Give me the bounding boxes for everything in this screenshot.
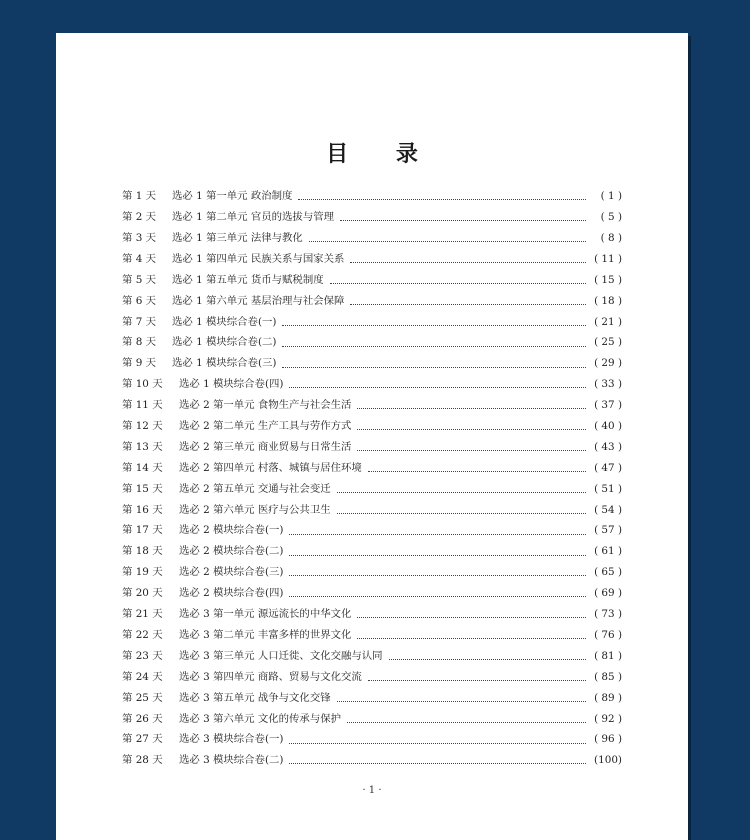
toc-leader-dots [368, 470, 586, 472]
toc-row [122, 583, 622, 604]
toc-page-number: (100) [594, 754, 622, 767]
page-number-footer: · 1 · [362, 785, 382, 796]
toc-entry-title: 选必 2 模块综合卷(二) [179, 545, 284, 558]
toc-page-number: ( 40 ) [594, 420, 622, 433]
toc-entry-title: 选必 1 第二单元 官员的选拔与管理 [172, 211, 334, 224]
toc-page-number: ( 65 ) [594, 566, 622, 579]
toc-leader-dots [357, 449, 586, 451]
toc-page-number: ( 54 ) [594, 503, 622, 516]
toc-row [122, 332, 622, 353]
toc-day: 第 17 天 [122, 524, 163, 537]
toc-day: 第 1 天 [122, 190, 156, 203]
toc-day: 第 13 天 [122, 440, 163, 453]
toc-entry-title: 选必 2 模块综合卷(三) [179, 566, 284, 579]
toc-day: 第 3 天 [122, 232, 156, 245]
toc-leader-dots [357, 428, 586, 430]
toc-entry-title: 选必 1 模块综合卷(四) [179, 378, 284, 391]
toc-day: 第 5 天 [122, 273, 156, 286]
toc-page-number: ( 8 ) [600, 232, 622, 245]
toc-leader-dots [289, 386, 586, 388]
toc-page-number: ( 33 ) [594, 378, 622, 391]
toc-page-number: ( 15 ) [594, 273, 622, 286]
toc-leader-dots [337, 512, 586, 514]
toc-entry-title: 选必 2 第五单元 交通与社会变迁 [179, 482, 331, 495]
toc-row [122, 290, 622, 311]
toc-leader-dots [289, 742, 586, 744]
toc-page-number: ( 47 ) [594, 461, 622, 474]
toc-row [122, 562, 622, 583]
toc-entry-title: 选必 1 第六单元 基层治理与社会保障 [172, 294, 345, 307]
toc-row [122, 311, 622, 332]
toc-leader-dots [282, 345, 586, 347]
toc-leader-dots [289, 595, 586, 597]
toc-page-number: ( 1 ) [600, 190, 622, 203]
toc-entry-title: 选必 1 第一单元 政治制度 [172, 190, 293, 203]
toc-day: 第 11 天 [122, 399, 163, 412]
toc-row [122, 625, 622, 646]
toc-entry-title: 选必 3 第三单元 人口迁徙、文化交融与认同 [179, 649, 383, 662]
toc-entry-title: 选必 2 模块综合卷(四) [179, 587, 284, 600]
toc-page-number: ( 85 ) [594, 670, 622, 683]
toc-entry-title: 选必 3 第一单元 源远流长的中华文化 [179, 608, 352, 621]
toc-page-number: ( 18 ) [594, 294, 622, 307]
toc-day: 第 18 天 [122, 545, 163, 558]
toc-page-number: ( 21 ) [594, 315, 622, 328]
toc-leader-dots [357, 616, 586, 618]
toc-row [122, 499, 622, 520]
toc-entry-title: 选必 2 第三单元 商业贸易与日常生活 [179, 440, 352, 453]
toc-entry-title: 选必 2 模块综合卷(一) [179, 524, 284, 537]
toc-entry-title: 选必 1 模块综合卷(一) [172, 315, 277, 328]
toc-leader-dots [350, 261, 586, 263]
toc-row [122, 353, 622, 374]
toc-row [122, 458, 622, 479]
toc-entry-title: 选必 2 第六单元 医疗与公共卫生 [179, 503, 331, 516]
toc-row [122, 228, 622, 249]
toc-row [122, 520, 622, 541]
toc-day: 第 21 天 [122, 608, 163, 621]
toc-leader-dots [347, 721, 586, 723]
toc-leader-dots [289, 533, 586, 535]
toc-entry-title: 选必 1 第三单元 法律与教化 [172, 232, 303, 245]
toc-row [122, 437, 622, 458]
toc-row [122, 249, 622, 270]
toc-row [122, 207, 622, 228]
toc-leader-dots [389, 658, 586, 660]
toc-day: 第 8 天 [122, 336, 156, 349]
toc-page-number: ( 61 ) [594, 545, 622, 558]
table-of-contents [122, 186, 622, 771]
toc-day: 第 2 天 [122, 211, 156, 224]
toc-page-number: ( 76 ) [594, 628, 622, 641]
toc-day: 第 19 天 [122, 566, 163, 579]
toc-day: 第 28 天 [122, 754, 163, 767]
toc-day: 第 16 天 [122, 503, 163, 516]
toc-day: 第 26 天 [122, 712, 163, 725]
toc-day: 第 9 天 [122, 357, 156, 370]
toc-leader-dots [340, 219, 586, 221]
toc-entry-title: 选必 1 模块综合卷(三) [172, 357, 277, 370]
document-page [56, 33, 688, 840]
toc-leader-dots [282, 366, 586, 368]
toc-day: 第 7 天 [122, 315, 156, 328]
toc-row [122, 395, 622, 416]
toc-leader-dots [298, 198, 586, 200]
toc-row [122, 416, 622, 437]
toc-page-number: ( 81 ) [594, 649, 622, 662]
toc-leader-dots [357, 407, 586, 409]
toc-row [122, 750, 622, 771]
toc-entry-title: 选必 1 模块综合卷(二) [172, 336, 277, 349]
toc-entry-title: 选必 2 第一单元 食物生产与社会生活 [179, 399, 352, 412]
toc-page-number: ( 96 ) [594, 733, 622, 746]
toc-day: 第 4 天 [122, 252, 156, 265]
toc-page-number: ( 57 ) [594, 524, 622, 537]
toc-entry-title: 选必 3 模块综合卷(一) [179, 733, 284, 746]
toc-day: 第 24 天 [122, 670, 163, 683]
toc-leader-dots [282, 324, 586, 326]
toc-page-number: ( 69 ) [594, 587, 622, 600]
toc-day: 第 22 天 [122, 628, 163, 641]
toc-row [122, 646, 622, 667]
toc-leader-dots [289, 762, 586, 764]
toc-leader-dots [337, 491, 586, 493]
toc-row [122, 186, 622, 207]
toc-row [122, 604, 622, 625]
toc-row [122, 541, 622, 562]
toc-page-number: ( 92 ) [594, 712, 622, 725]
toc-leader-dots [350, 303, 586, 305]
toc-entry-title: 选必 3 第四单元 商路、贸易与文化交流 [179, 670, 362, 683]
toc-entry-title: 选必 3 第二单元 丰富多样的世界文化 [179, 628, 352, 641]
toc-page-number: ( 25 ) [594, 336, 622, 349]
toc-entry-title: 选必 1 第四单元 民族关系与国家关系 [172, 252, 345, 265]
toc-entry-title: 选必 2 第四单元 村落、城镇与居住环境 [179, 461, 362, 474]
toc-row [122, 374, 622, 395]
toc-entry-title: 选必 1 第五单元 货币与赋税制度 [172, 273, 324, 286]
toc-day: 第 25 天 [122, 691, 163, 704]
toc-leader-dots [289, 554, 586, 556]
toc-leader-dots [309, 240, 586, 242]
toc-page-number: ( 51 ) [594, 482, 622, 495]
toc-page-number: ( 11 ) [594, 252, 622, 265]
toc-day: 第 12 天 [122, 420, 163, 433]
toc-day: 第 14 天 [122, 461, 163, 474]
toc-row [122, 708, 622, 729]
toc-entry-title: 选必 3 第六单元 文化的传承与保护 [179, 712, 341, 725]
toc-row [122, 729, 622, 750]
toc-day: 第 10 天 [122, 378, 163, 391]
toc-day: 第 23 天 [122, 649, 163, 662]
toc-day: 第 15 天 [122, 482, 163, 495]
toc-page-number: ( 89 ) [594, 691, 622, 704]
toc-day: 第 6 天 [122, 294, 156, 307]
toc-page-number: ( 37 ) [594, 399, 622, 412]
toc-leader-dots [330, 282, 586, 284]
toc-page-number: ( 5 ) [600, 211, 622, 224]
toc-leader-dots [289, 574, 586, 576]
toc-day: 第 20 天 [122, 587, 163, 600]
toc-entry-title: 选必 3 第五单元 战争与文化交锋 [179, 691, 331, 704]
toc-page-number: ( 29 ) [594, 357, 622, 370]
toc-row [122, 666, 622, 687]
toc-leader-dots [368, 679, 586, 681]
toc-entry-title: 选必 2 第二单元 生产工具与劳作方式 [179, 420, 352, 433]
page-title: 目 录 [326, 141, 438, 167]
toc-day: 第 27 天 [122, 733, 163, 746]
toc-page-number: ( 43 ) [594, 440, 622, 453]
toc-row [122, 478, 622, 499]
toc-leader-dots [357, 637, 586, 639]
toc-page-number: ( 73 ) [594, 608, 622, 621]
toc-row [122, 270, 622, 291]
toc-leader-dots [337, 700, 586, 702]
toc-row [122, 687, 622, 708]
toc-entry-title: 选必 3 模块综合卷(二) [179, 754, 284, 767]
